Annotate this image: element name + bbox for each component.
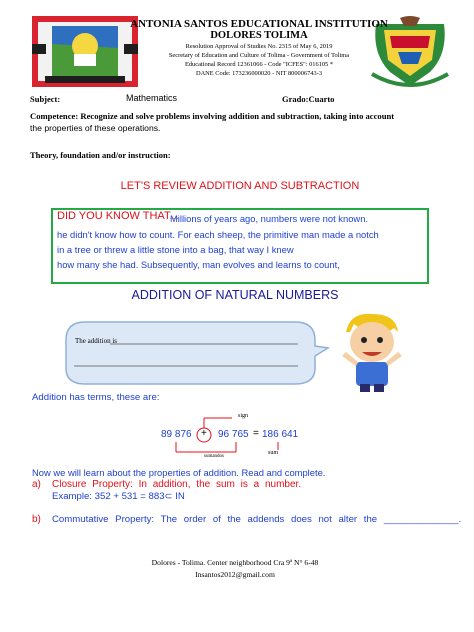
bubble-label: The addition is	[75, 337, 117, 345]
plus-sign: +	[201, 428, 207, 439]
addend-1: 89 876	[161, 429, 192, 440]
sign-label: sign	[238, 413, 249, 419]
subject-label: Subject:	[30, 94, 61, 104]
header-line-3: Educational Record 12361066 - Code "ICFES": 016105 *	[184, 61, 334, 68]
grade-label: Grado:Cuarto	[282, 94, 335, 104]
prop-a-letter: a)	[32, 479, 41, 490]
review-title: LET'S REVIEW ADDITION AND SUBTRACTION	[120, 180, 360, 192]
prop-b-text: Commutative Property: The order of the addends does not alter the ______________.	[52, 514, 462, 525]
subject-value: Mathematics	[126, 93, 178, 103]
theory-label: Theory, foundation and/or instruction:	[30, 150, 171, 160]
equation-diagram	[150, 410, 310, 470]
competence-text: Competence: Recognize and solve problems involving addition and subtraction, taking into account	[30, 111, 395, 121]
prop-a-text: Closure Property: In addition, the sum is a number.	[52, 479, 302, 490]
prop-a-example: Example: 352 + 531 = 883⊂ IN	[52, 491, 185, 502]
equals-sign: =	[253, 428, 259, 439]
properties-intro: Now we will learn about the properties of addition. Read and complete.	[32, 467, 326, 478]
sum-result: 186 641	[262, 429, 299, 440]
terms-text: Addition has terms, these are:	[32, 392, 160, 403]
did-you-know-line-4: how many she had. Subsequently, man evolves and learns to count,	[57, 259, 340, 270]
footer-email: Insantos2012@gmail.com	[195, 570, 275, 579]
footer-address: Dolores - Tolima. Center neighborhood Cra 9ª N° 6-48	[151, 558, 319, 567]
addition-title: ADDITION OF NATURAL NUMBERS	[131, 288, 339, 302]
addend-2: 96 765	[218, 429, 249, 440]
header-line-2: Secretary of Education and Culture of Tolima - Government of Tolima	[168, 52, 350, 59]
prop-b-blank[interactable]: ______________.	[383, 514, 462, 525]
institution-town: DOLORES TOLIMA	[210, 30, 308, 41]
speech-bubble	[60, 318, 330, 388]
prop-b-letter: b)	[32, 514, 41, 525]
institution-name: ANTONIA SANTOS EDUCATIONAL INSTITUTION	[130, 18, 388, 30]
sum-label: sum	[268, 450, 279, 456]
header-line-1: Resolution Approval of Studies No. 2315 of May 6, 2019	[185, 43, 333, 50]
did-you-know-title: DID YOU KNOW THAT...	[57, 210, 179, 222]
did-you-know-line-2: he didn't know how to count. For each sheep, the primitive man made a notch	[57, 229, 379, 240]
cartoon-boy-illustration	[336, 310, 410, 392]
header-line-4: DANE Code: 173236000020 - NIT 800006743-3	[195, 70, 323, 77]
did-you-know-line-3: in a tree or threw a little stone into a bag, that way I knew	[57, 244, 294, 255]
competence-rest: the properties of these operations.	[30, 123, 161, 133]
did-you-know-line-1: Millions of years ago, numbers were not known.	[170, 213, 369, 224]
addends-label: sumandos	[204, 454, 224, 459]
